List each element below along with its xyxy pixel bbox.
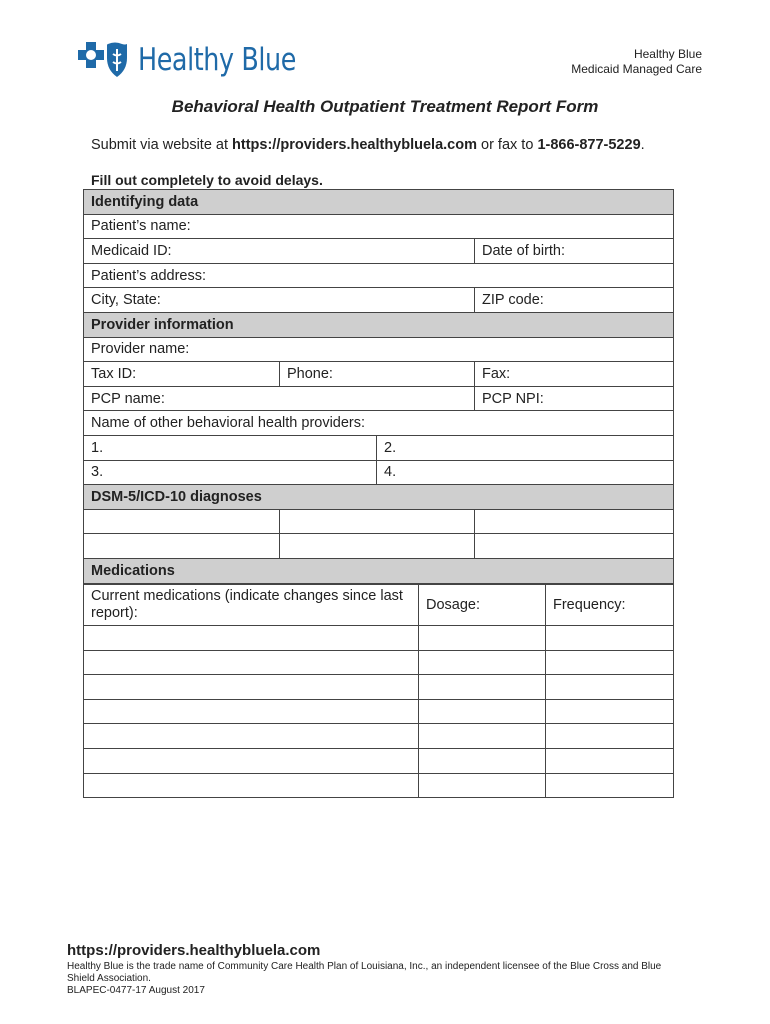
dosage-cell[interactable]: [419, 626, 546, 651]
brand-subtitle-line1: Healthy Blue: [633, 47, 702, 61]
table-row: [84, 650, 674, 675]
frequency-cell[interactable]: [546, 724, 674, 749]
identifying-data-header: Identifying data: [84, 190, 674, 215]
diagnosis-cell[interactable]: [280, 509, 475, 534]
zip-code-field[interactable]: ZIP code:: [475, 288, 674, 313]
table-row: [84, 534, 674, 559]
medication-cell[interactable]: [84, 650, 419, 675]
frequency-column: Frequency:: [546, 585, 674, 626]
page-title: Behavioral Health Outpatient Treatment Report Form: [171, 97, 599, 116]
provider-name-field[interactable]: Provider name:: [84, 337, 674, 362]
dosage-cell[interactable]: [419, 650, 546, 675]
medication-cell[interactable]: [84, 748, 419, 773]
dosage-cell[interactable]: [419, 699, 546, 724]
brand-name: Healthy Blue: [138, 42, 296, 78]
frequency-cell[interactable]: [546, 650, 674, 675]
section-header-row: [84, 485, 674, 510]
table-row: [84, 460, 674, 485]
medications-table: [83, 584, 674, 798]
table-row: [84, 675, 674, 700]
fax-field[interactable]: Fax:: [475, 362, 674, 387]
date-of-birth-field[interactable]: Date of birth:: [475, 239, 674, 264]
table-row: [84, 773, 674, 798]
section-header-row: [84, 190, 674, 215]
dosage-cell[interactable]: [419, 748, 546, 773]
brand-subtitle: [571, 47, 702, 77]
other-provider-1-field[interactable]: 1.: [84, 435, 377, 460]
patient-address-field[interactable]: Patient’s address:: [84, 263, 674, 288]
dosage-cell[interactable]: [419, 675, 546, 700]
submit-instructions: [91, 137, 645, 153]
diagnosis-cell[interactable]: [475, 509, 674, 534]
diagnoses-header: DSM-5/ICD-10 diagnoses: [84, 485, 674, 510]
current-medications-column: Current medications (indicate changes since last report):: [84, 585, 419, 626]
fill-out-note: Fill out completely to avoid delays.: [91, 172, 323, 188]
submit-fax: 1-866-877-5229: [537, 137, 641, 153]
other-provider-3-field[interactable]: 3.: [84, 460, 377, 485]
table-row: [84, 509, 674, 534]
table-row: [84, 386, 674, 411]
form-table-main: [83, 189, 674, 584]
medicaid-id-field[interactable]: Medicaid ID:: [84, 239, 475, 264]
table-row: [84, 362, 674, 387]
submit-suffix: .: [640, 137, 645, 153]
medications-column-headers: [84, 585, 674, 626]
footer-url[interactable]: https://providers.healthybluela.com: [67, 942, 321, 959]
table-row: [84, 239, 674, 264]
other-provider-2-field[interactable]: 2.: [377, 435, 674, 460]
medications-header: Medications: [84, 558, 674, 583]
table-row: [84, 263, 674, 288]
frequency-cell[interactable]: [546, 748, 674, 773]
city-state-field[interactable]: City, State:: [84, 288, 475, 313]
table-row: [84, 626, 674, 651]
pcp-name-field[interactable]: PCP name:: [84, 386, 475, 411]
medication-cell[interactable]: [84, 724, 419, 749]
brand-subtitle-line2: Medicaid Managed Care: [571, 62, 702, 76]
provider-information-header: Provider information: [84, 312, 674, 337]
dosage-cell[interactable]: [419, 724, 546, 749]
section-header-row: [84, 312, 674, 337]
frequency-cell[interactable]: [546, 675, 674, 700]
pcp-npi-field[interactable]: PCP NPI:: [475, 386, 674, 411]
diagnosis-cell[interactable]: [84, 509, 280, 534]
medication-cell[interactable]: [84, 773, 419, 798]
table-row: [84, 748, 674, 773]
dosage-column: Dosage:: [419, 585, 546, 626]
submit-middle: or fax to: [476, 137, 538, 153]
table-row: [84, 411, 674, 436]
table-row: [84, 699, 674, 724]
table-row: [84, 435, 674, 460]
blue-cross-blue-shield-icon: [70, 40, 130, 80]
frequency-cell[interactable]: [546, 773, 674, 798]
table-row: [84, 337, 674, 362]
footer-note: Healthy Blue is the trade name of Community Care Health Plan of Louisiana, Inc., an independent licensee of the Blue Cross and Blue Shield Association.: [67, 961, 662, 984]
frequency-cell[interactable]: [546, 626, 674, 651]
dosage-cell[interactable]: [419, 773, 546, 798]
phone-field[interactable]: Phone:: [280, 362, 475, 387]
medication-cell[interactable]: [84, 699, 419, 724]
table-row: [84, 288, 674, 313]
diagnosis-cell[interactable]: [84, 534, 280, 559]
submit-url[interactable]: https://providers.healthybluela.com: [232, 137, 477, 153]
diagnosis-cell[interactable]: [475, 534, 674, 559]
tax-id-field[interactable]: Tax ID:: [84, 362, 280, 387]
submit-prefix: Submit via website at: [91, 137, 233, 153]
other-provider-4-field[interactable]: 4.: [377, 460, 674, 485]
medication-cell[interactable]: [84, 675, 419, 700]
section-header-row: [84, 558, 674, 583]
table-row: [84, 724, 674, 749]
table-row: [84, 214, 674, 239]
patient-name-field[interactable]: Patient’s name:: [84, 214, 674, 239]
healthy-blue-logo: [70, 40, 331, 80]
footer-code: BLAPEC-0477-17 August 2017: [67, 985, 205, 996]
diagnosis-cell[interactable]: [280, 534, 475, 559]
medication-cell[interactable]: [84, 626, 419, 651]
other-providers-label: Name of other behavioral health providers:: [84, 411, 674, 436]
frequency-cell[interactable]: [546, 699, 674, 724]
